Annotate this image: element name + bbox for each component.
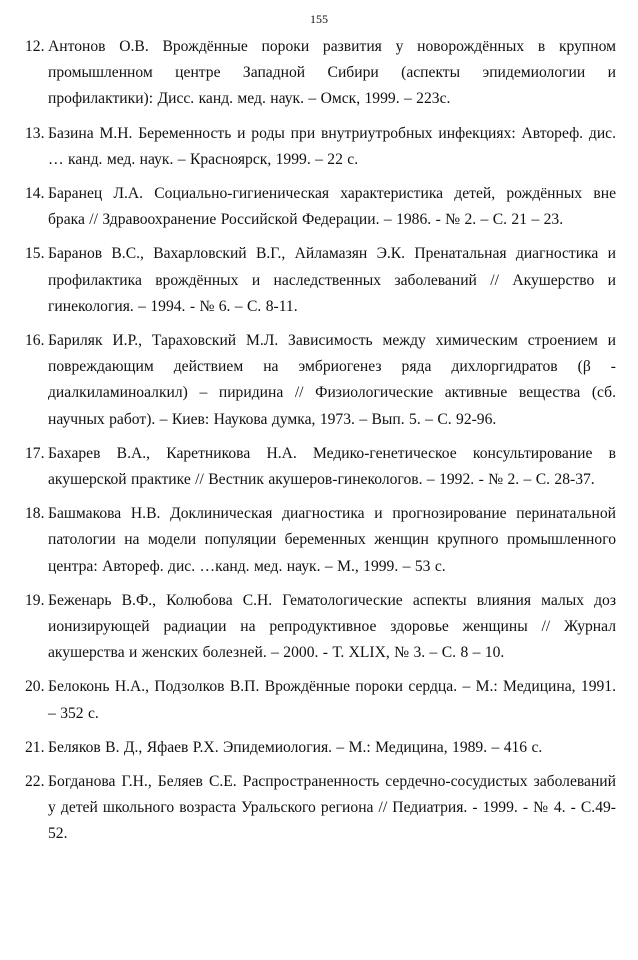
reference-number: 17. xyxy=(25,444,45,462)
reference-text: Антонов О.В. Врождённые пороки развития у новорождённых в крупном промышленном центре Западной Сибири (аспекты эпидемиологии и профилактики): Дисс. канд. мед. наук. – Омск, 1999. – 223с. xyxy=(48,38,616,108)
reference-item-20 xyxy=(0,674,638,726)
reference-text: Баранец Л.А. Социально-гигиеническая характеристика детей, рождённых вне брака // Здравоохранение Российской Федерации. – 1986. - № 2. – С. 21 – 23. xyxy=(48,185,616,229)
reference-text: Бариляк И.Р., Тараховский М.Л. Зависимость между химическим строением и повреждающим действием на эмбриогенез ряда дихлоргидратов (β - диалкиламиноалкил) – пиридина // Физиологические активные вещества (сб. научных работ). – Киев: Наукова думка, 1973. – Вып. 5. – С. 92-96. xyxy=(48,332,616,428)
reference-number: 12. xyxy=(25,38,45,55)
reference-number: 19. xyxy=(25,591,45,609)
reference-item-19 xyxy=(0,588,638,667)
reference-list xyxy=(0,34,638,856)
reference-number: 16. xyxy=(25,332,45,350)
reference-item-17 xyxy=(0,441,638,493)
reference-text: Беженарь В.Ф., Колюбова С.Н. Гематологические аспекты влияния малых доз ионизирующей радиации на репродуктивное здоровье женщины // Журнал акушерства и женских болезней. – 2000. - Т. XLIX, № 3. – С. 8 – 10. xyxy=(48,591,616,662)
reference-number: 20. xyxy=(25,678,45,696)
reference-text: Баранов В.С., Вахарловский В.Г., Айламазян Э.К. Пренатальная диагностика и профилактика врождённых и наследственных заболеваний // Акушерство и гинекология. – 1994. - № 6. – С. 8-11. xyxy=(48,245,616,315)
reference-text: Базина М.Н. Беременность и роды при внутриутробных инфекциях: Автореф. дис. … канд. мед. наук. – Красноярск, 1999. – 22 с. xyxy=(48,124,616,168)
reference-item-22 xyxy=(0,769,638,848)
reference-item-15 xyxy=(0,241,638,320)
reference-item-16 xyxy=(0,328,638,433)
reference-number: 18. xyxy=(25,505,45,523)
reference-text: Башмакова Н.В. Доклиническая диагностика и прогнозирование перинатальной патологии на модели популяции беременных женщин крупного промышленного центра: Автореф. дис. …канд. мед. наук. – М., 1999. – 53 с. xyxy=(48,505,616,575)
reference-item-12 xyxy=(0,34,638,113)
reference-number: 13. xyxy=(25,124,45,142)
reference-item-14 xyxy=(0,181,638,233)
reference-text: Белоконь Н.А., Подзолков В.П. Врождённые пороки сердца. – М.: Медицина, 1991. – 352 с. xyxy=(48,678,616,722)
reference-text: Бахарев В.А., Каретникова Н.А. Медико-генетическое консультирование в акушерской практике // Вестник акушеров-гинекологов. – 1992. - № 2. – С. 28-37. xyxy=(48,444,616,489)
reference-text: Богданова Г.Н., Беляев С.Е. Распространенность сердечно-сосудистых заболеваний у детей школьного возраста Уральского региона // Педиатрия. - 1999. - № 4. - С.49-52. xyxy=(48,773,616,843)
reference-item-13 xyxy=(0,121,638,173)
reference-item-18 xyxy=(0,501,638,580)
reference-text: Беляков В. Д., Яфаев Р.Х. Эпидемиология. – М.: Медицина, 1989. – 416 с. xyxy=(48,738,543,756)
reference-number: 14. xyxy=(25,185,45,203)
reference-number: 22. xyxy=(25,773,45,791)
reference-number: 15. xyxy=(25,245,45,263)
reference-item-21 xyxy=(0,735,638,761)
page-number: 155 xyxy=(310,12,328,26)
reference-number: 21. xyxy=(25,738,45,756)
